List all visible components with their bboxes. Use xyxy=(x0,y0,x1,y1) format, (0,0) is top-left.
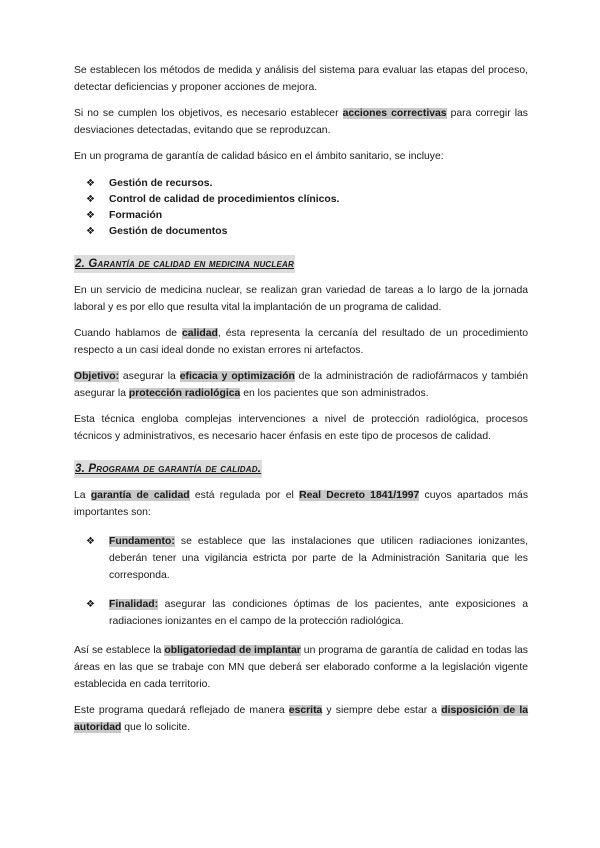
highlight-obligatoriedad: obligatoriedad de implantar xyxy=(164,645,301,656)
paragraph-objetivos xyxy=(74,105,528,139)
section-heading-2 xyxy=(74,254,528,273)
heading-programa-garantia: 3. Programa de garantía de calidad. xyxy=(74,460,262,478)
text-run: de la administración de radiofármacos y también asegurar la xyxy=(74,371,528,399)
highlight-escrita: escrita xyxy=(288,705,323,716)
list-item xyxy=(86,596,528,630)
text-run: está regulada por el xyxy=(189,490,300,501)
list-item xyxy=(86,208,528,224)
text-run: Así se establece la xyxy=(74,645,165,656)
diamond-bullet-icon: ❖ xyxy=(86,210,95,221)
list-item-text: Gestión de recursos. xyxy=(109,178,213,189)
paragraph-obligatoriedad xyxy=(74,642,528,693)
highlight-fundamento: Fundamento: xyxy=(109,536,175,547)
text-run: Si no se cumplen los objetivos, es necesario establecer xyxy=(74,108,343,119)
text-run: un programa de garantía de calidad en todas las áreas en las que se trabaje con MN que deberá ser elaborado conforme a la legislación vigente establecida en cada territorio. xyxy=(74,645,528,690)
paragraph-servicio: En un servicio de medicina nuclear, se realizan gran variedad de tareas a lo largo de la jornada laboral y es por ello que resulta vital la implantación de un programa de calidad. xyxy=(74,285,528,313)
text-run: asegurar la xyxy=(119,371,180,382)
text-run: se establece que las instalaciones que utilicen radiaciones ionizantes, deberán tener una vigilancia estricta por parte de la Administración Sanitaria que les corresponda. xyxy=(109,536,528,581)
list-apartados xyxy=(74,533,528,630)
highlight-eficacia: eficacia y optimización xyxy=(179,371,295,382)
highlight-calidad: calidad xyxy=(182,328,218,339)
paragraph-escrita xyxy=(74,702,528,736)
text-run: asegurar las condiciones óptimas de los pacientes, ante exposiciones a radiaciones ionizantes en el campo de la protección radiológica. xyxy=(109,599,528,627)
highlight-acciones-correctivas: acciones correctivas xyxy=(342,108,447,119)
diamond-bullet-icon: ❖ xyxy=(86,178,95,189)
text-run: Cuando hablamos de xyxy=(74,328,183,339)
list-item-text: Formación xyxy=(109,210,163,221)
text-run: Este programa quedará reflejado de manera xyxy=(74,705,289,716)
highlight-disposicion: disposición de la autoridad xyxy=(74,705,528,733)
text-run: para corregir las desviaciones detectadas, evitando que se reproduzcan. xyxy=(74,108,528,136)
paragraph-tecnica: Esta técnica engloba complejas intervenciones a nivel de protección radiológica, procesos técnicos y administrativos, es necesario hacer énfasis en este tipo de procesos de calidad. xyxy=(74,414,528,442)
text-run: cuyos apartados más importantes son: xyxy=(74,490,529,518)
text-run: , ésta representa la cercanía del resultado de un procedimiento respecto a un casi ideal donde no existan errores ni artefactos. xyxy=(74,328,529,356)
text-run: en los pacientes que son administrados. xyxy=(240,388,429,399)
diamond-bullet-icon: ❖ xyxy=(86,226,95,237)
highlight-finalidad: Finalidad: xyxy=(109,599,159,610)
highlight-proteccion-radiologica: protección radiológica xyxy=(128,388,241,399)
list-item xyxy=(86,533,528,584)
list-item xyxy=(86,192,528,208)
highlight-objetivo: Objetivo: xyxy=(74,371,120,382)
diamond-bullet-icon: ❖ xyxy=(86,194,95,205)
list-item xyxy=(86,176,528,192)
list-item xyxy=(86,224,528,240)
section-heading-3 xyxy=(74,459,528,478)
text-run: y siempre debe estar a xyxy=(322,705,442,716)
text-run: que lo solicite. xyxy=(121,722,191,733)
list-item-text: Gestión de documentos xyxy=(109,226,228,237)
paragraph-objetivo xyxy=(74,368,528,402)
diamond-bullet-icon: ❖ xyxy=(86,536,95,547)
paragraph-calidad xyxy=(74,325,528,359)
paragraph-real-decreto xyxy=(74,487,528,521)
document-page xyxy=(74,62,528,736)
list-programa-basico xyxy=(74,176,528,240)
diamond-bullet-icon: ❖ xyxy=(86,599,95,610)
highlight-real-decreto: Real Decreto 1841/1997 xyxy=(299,490,420,501)
highlight-garantia-calidad: garantía de calidad xyxy=(90,490,190,501)
paragraph-programa-basico: En un programa de garantía de calidad básico en el ámbito sanitario, se incluye: xyxy=(74,151,444,162)
heading-garantia-medicina-nuclear: 2. Garantía de calidad en medicina nuclear xyxy=(74,255,295,273)
text-run: La xyxy=(74,490,91,501)
paragraph-metodos: Se establecen los métodos de medida y análisis del sistema para evaluar las etapas del proceso, detectar deficiencias y proponer acciones de mejora. xyxy=(74,65,528,93)
list-item-text: Control de calidad de procedimientos clínicos. xyxy=(109,194,340,205)
